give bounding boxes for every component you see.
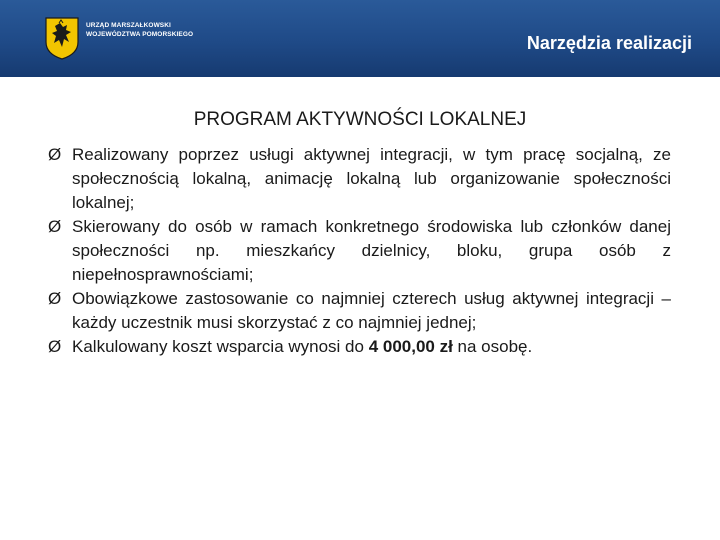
bullet-item — [48, 287, 671, 335]
arrow-bullet-icon: Ø — [48, 337, 62, 356]
cost-amount: 4 000,00 zł — [368, 337, 453, 356]
header-bar — [0, 0, 720, 77]
bullet-text: Skierowany do osób w ramach konkretnego środowiska lub członków danej społeczności np. mieszkańcy dzielnicy, bloku, grupa osób z niepełnosprawnościami; — [72, 217, 671, 284]
bullet-item — [48, 215, 671, 287]
arrow-bullet-icon: Ø — [48, 145, 62, 164]
org-name — [86, 22, 193, 39]
bullet-list — [48, 143, 671, 359]
bullet-text: Realizowany poprzez usługi aktywnej integracji, w tym pracę socjalną, ze społecznością lokalną, animację lokalną lub organizowanie społeczności lokalnej; — [72, 145, 671, 212]
slide-heading: PROGRAM AKTYWNOŚCI LOKALNEJ — [193, 109, 527, 130]
org-name-line1: URZĄD MARSZAŁKOWSKI — [86, 22, 171, 29]
section-title: Narzędzia realizacji — [526, 33, 692, 53]
bullet-text-before: Kalkulowany koszt wsparcia wynosi do — [72, 337, 369, 356]
griffin-crest-icon — [44, 16, 80, 60]
bullet-text: Obowiązkowe zastosowanie co najmniej czterech usług aktywnej integracji – każdy uczestnik musi skorzystać z co najmniej jednej; — [72, 289, 671, 332]
arrow-bullet-icon: Ø — [48, 289, 62, 308]
bullet-item — [48, 335, 671, 359]
org-name-line2: WOJEWÓDZTWA POMORSKIEGO — [86, 30, 194, 38]
bullet-item — [48, 143, 671, 215]
bullet-text-after: na osobę. — [452, 337, 533, 356]
arrow-bullet-icon: Ø — [48, 217, 62, 236]
